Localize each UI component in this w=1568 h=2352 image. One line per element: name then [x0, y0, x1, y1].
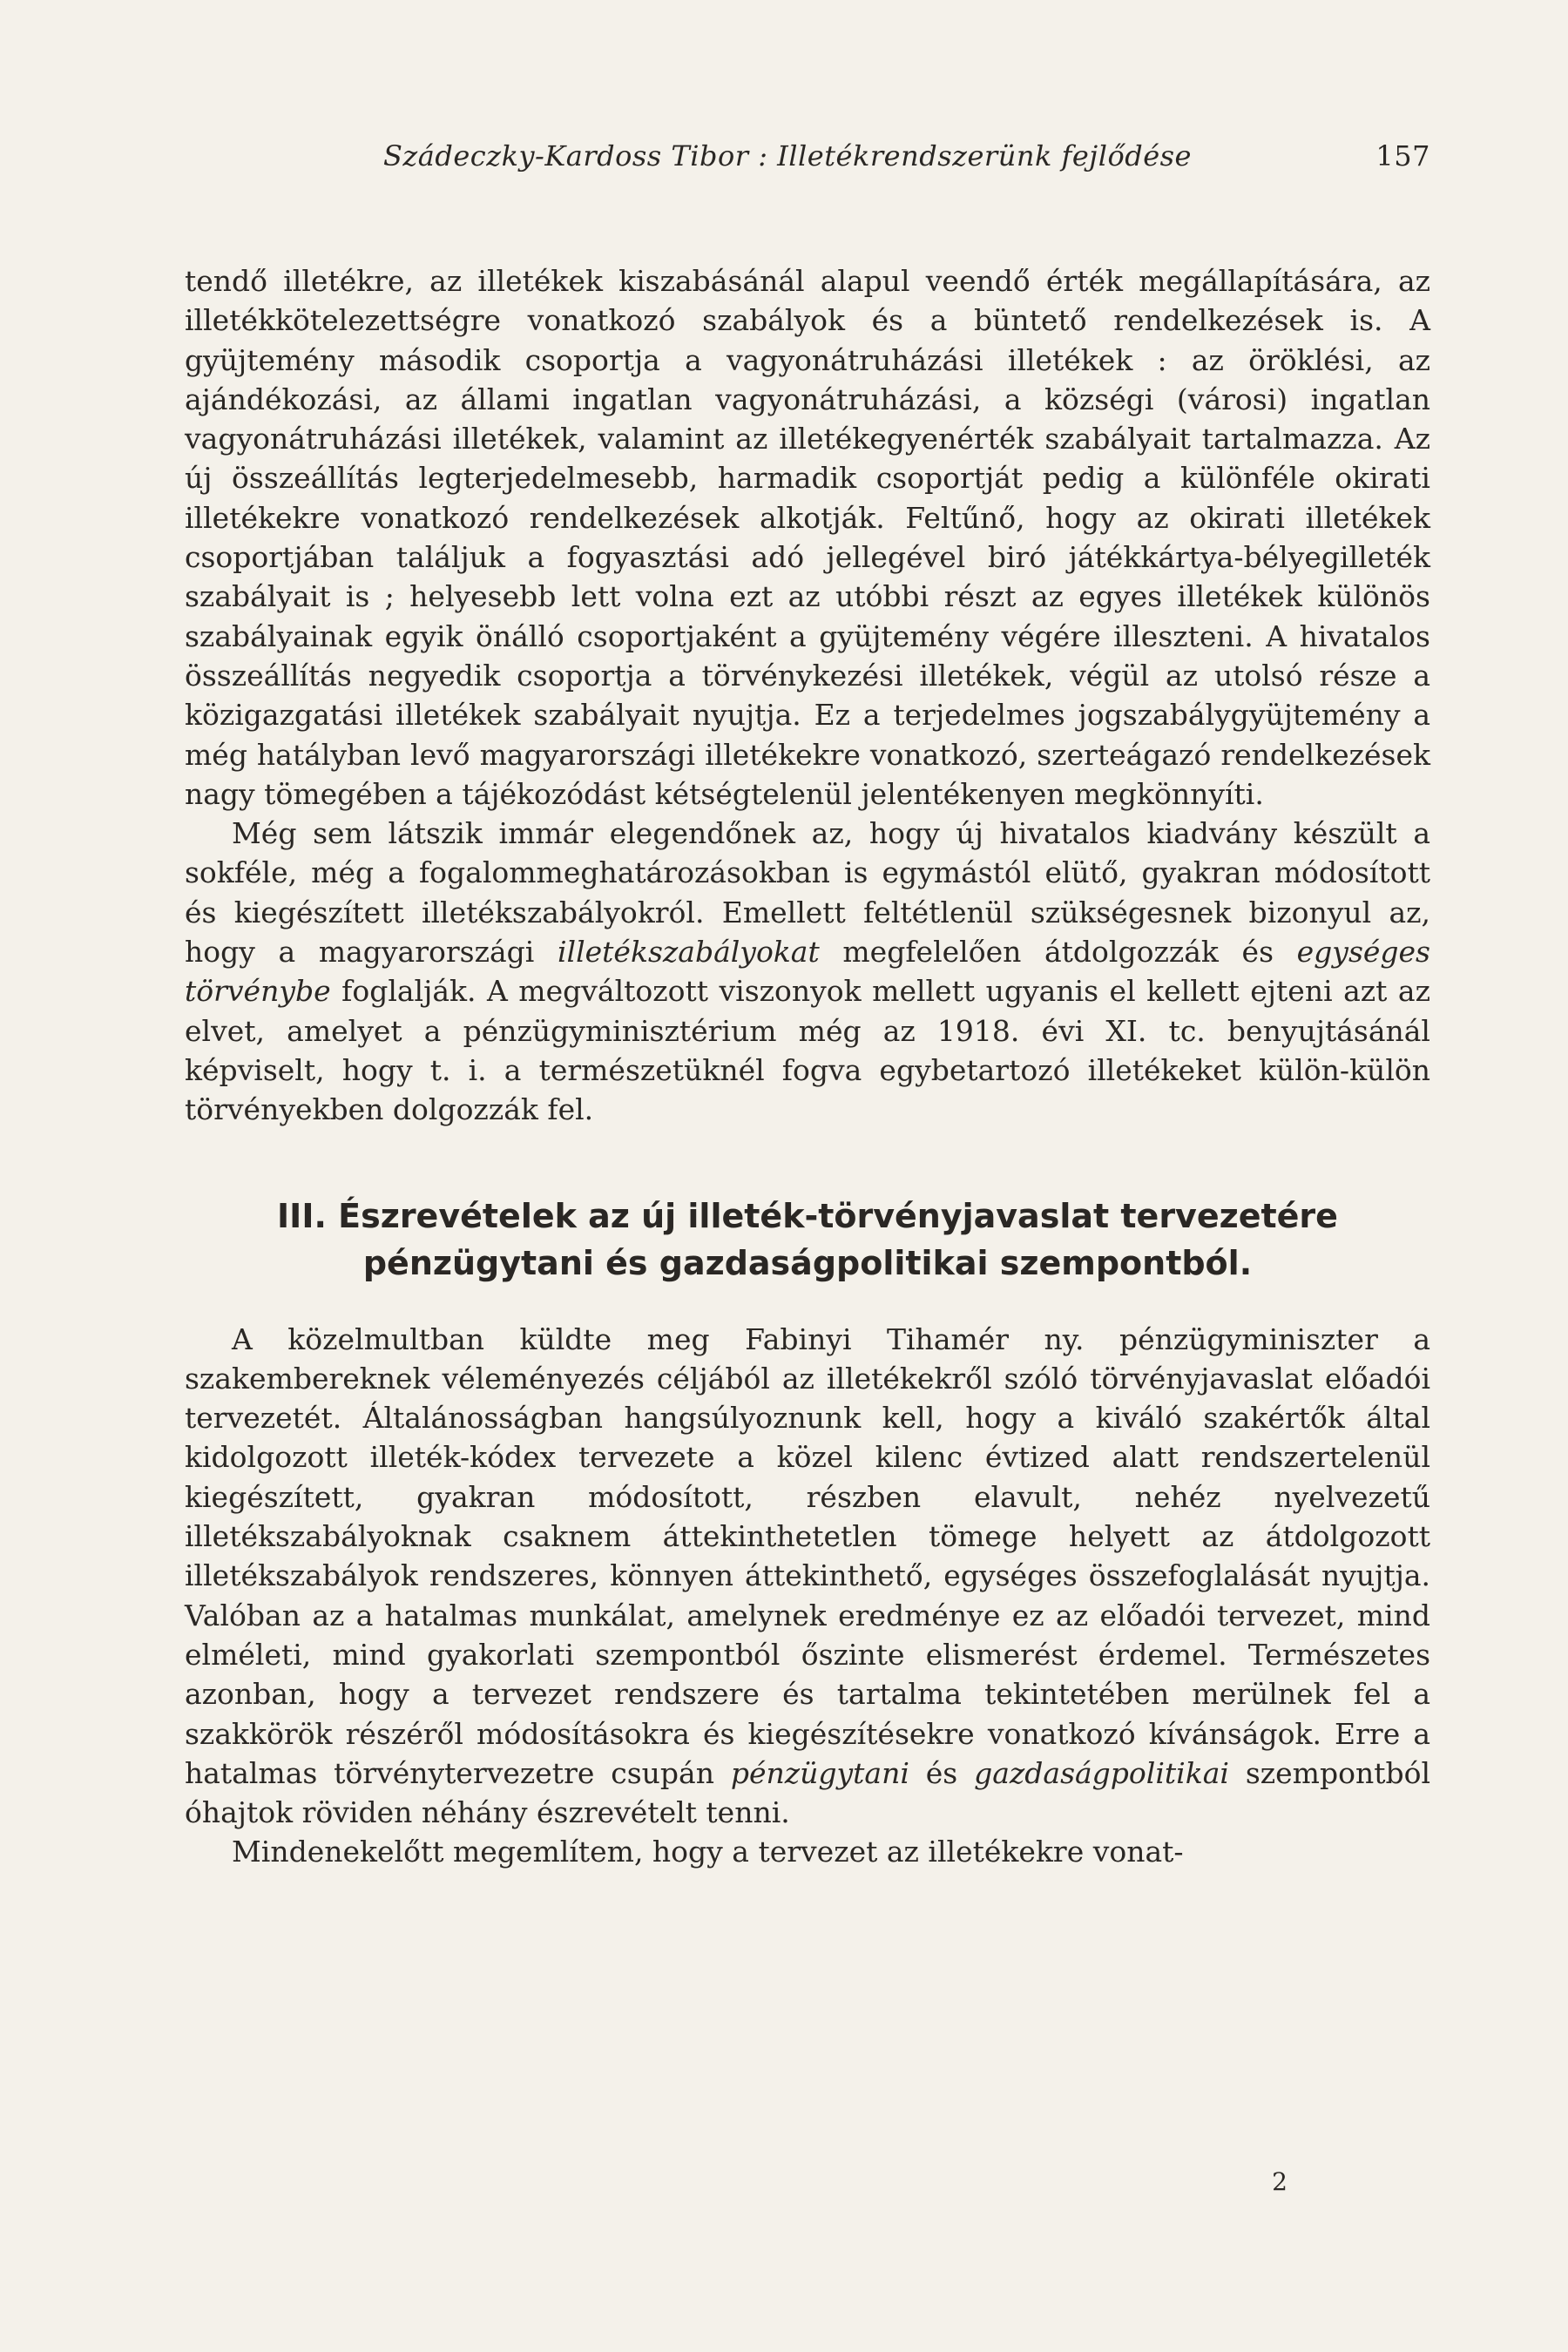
section-heading-line-2: pénzügytani és gazdaságpolitikai szempontból. [362, 1243, 1253, 1282]
paragraph-2 [185, 814, 1430, 1129]
paragraph-2-text-b: megfelelően átdolgozzák és [819, 935, 1297, 970]
paragraph-3-emphasis-1: pénzügytani [730, 1755, 909, 1790]
paragraph-2-text-c: foglalják. A megváltozott viszonyok mellett ugyanis el kellett ejteni azt az elvet, amelyet a pénzügyminisztérium még az 1918. évi XI. tc. benyujtásánál képviselt, hogy t. i. a természetüknél fogva egybetartozó illetékeket külön-külön törvényekben dolgozzák fel. [185, 974, 1430, 1127]
running-head: Szádeczky-Kardoss Tibor : Illetékrendszerünk fejlődése [383, 139, 1192, 172]
paragraph-3-text-c: szempontból óhajtok röviden néhány észrevételt tenni. [185, 1755, 1431, 1830]
page-number: 157 [1375, 139, 1430, 172]
paragraph-2-emphasis-2: egységes törvénybe [185, 935, 1430, 1009]
paragraph-2-text-a: Még sem látszik immár elegendőnek az, hogy új hivatalos kiadvány készült a sokféle, még a fogalommeghatározásokban is egymástól elütő, gyakran módosított és kiegészített illetékszabályokról. Emellett feltétlenül szükségesnek bizonyul az, hogy a magyarországi [185, 816, 1430, 970]
paragraph-3-text-a: A közelmultban küldte meg Fabinyi Tihamér ny. pénzügyminiszter a szakembereknek véleményezés céljából az illetékekről szóló törvényjavaslat előadói tervezetét. Általánosságban hangsúlyoznunk kell, hogy a kiváló szakértők által kidolgozott illeték-kódex tervezete a közel kilenc évtized alatt rendszertelenül kiegészített, gyakran módosított, részben elavult, nehéz nyelvezetű illetékszabályoknak csaknem áttekinthetetlen tömege helyett az átdolgozott illetékszabályok rendszeres, könnyen áttekinthető, egységes összefoglalását nyujtja. Valóban az a hatalmas munkálat, amelynek eredménye ez az előadói tervezet, mind elméleti, mind gyakorlati szempontból őszinte elismerést érdemel. Természetes azonban, hogy a tervezet rendszere és tartalma tekintetében merülnek fel a szakkörök részéről módosításokra és kiegészítésekre vonatkozó kívánságok. Erre a hatalmas törvénytervezetre csupán [185, 1321, 1430, 1790]
signature-mark: 2 [1272, 2167, 1288, 2196]
paragraph-3-emphasis-2: gazdaságpolitikai [974, 1755, 1229, 1790]
paragraph-3 [185, 1320, 1430, 1833]
paragraph-continuation: tendő illetékre, az illetékek kiszabásánál alapul veendő érték megállapítására, az illetékkötelezettségre vonatkozó szabályok és a büntető rendelkezések is. A gyüjtemény második csoportja a vagyonátruházási illetékek : az öröklési, az ajándékozási, az állami ingatlan vagyonátruházási, a községi (városi) ingatlan vagyonátruházási illetékek, valamint az illetékegyenérték szabályait tartalmazza. Az új összeállítás legterjedelmesebb, harmadik csoportját pedig a különféle okirati illetékekre vonatkozó rendelkezések alkotják. Feltűnő, hogy az okirati illetékek csoportjában találjuk a fogyasztási adó jellegével biró játékkártya-bélyegilleték szabályait is ; helyesebb lett volna ezt az utóbbi részt az egyes illetékek különös szabályainak egyik önálló csoportjaként a gyüjtemény végére illeszteni. A hivatalos összeállítás negyedik csoportja a törvénykezési illetékek, végül az utolsó része a közigazgatási illetékek szabályait nyujtja. Ez a terjedelmes jogszabálygyüjtemény a még hatályban levő magyarországi illetékekre vonatkozó, szerteágazó rendelkezések nagy tömegében a tájékozódást kétségtelenül jelentékenyen megkönnyíti. [185, 264, 1430, 811]
article-body [185, 261, 1430, 1872]
paragraph-2-emphasis-1: illetékszabályokat [557, 935, 820, 970]
section-heading-line-1: III. Észrevételek az új illeték-törvényjavaslat tervezetére [277, 1196, 1338, 1235]
section-heading [185, 1193, 1430, 1287]
paragraph-3-text-b: és [909, 1755, 975, 1790]
paragraph-4: Mindenekelőtt megemlítem, hogy a tervezet az illetékekre vonat- [232, 1835, 1184, 1869]
